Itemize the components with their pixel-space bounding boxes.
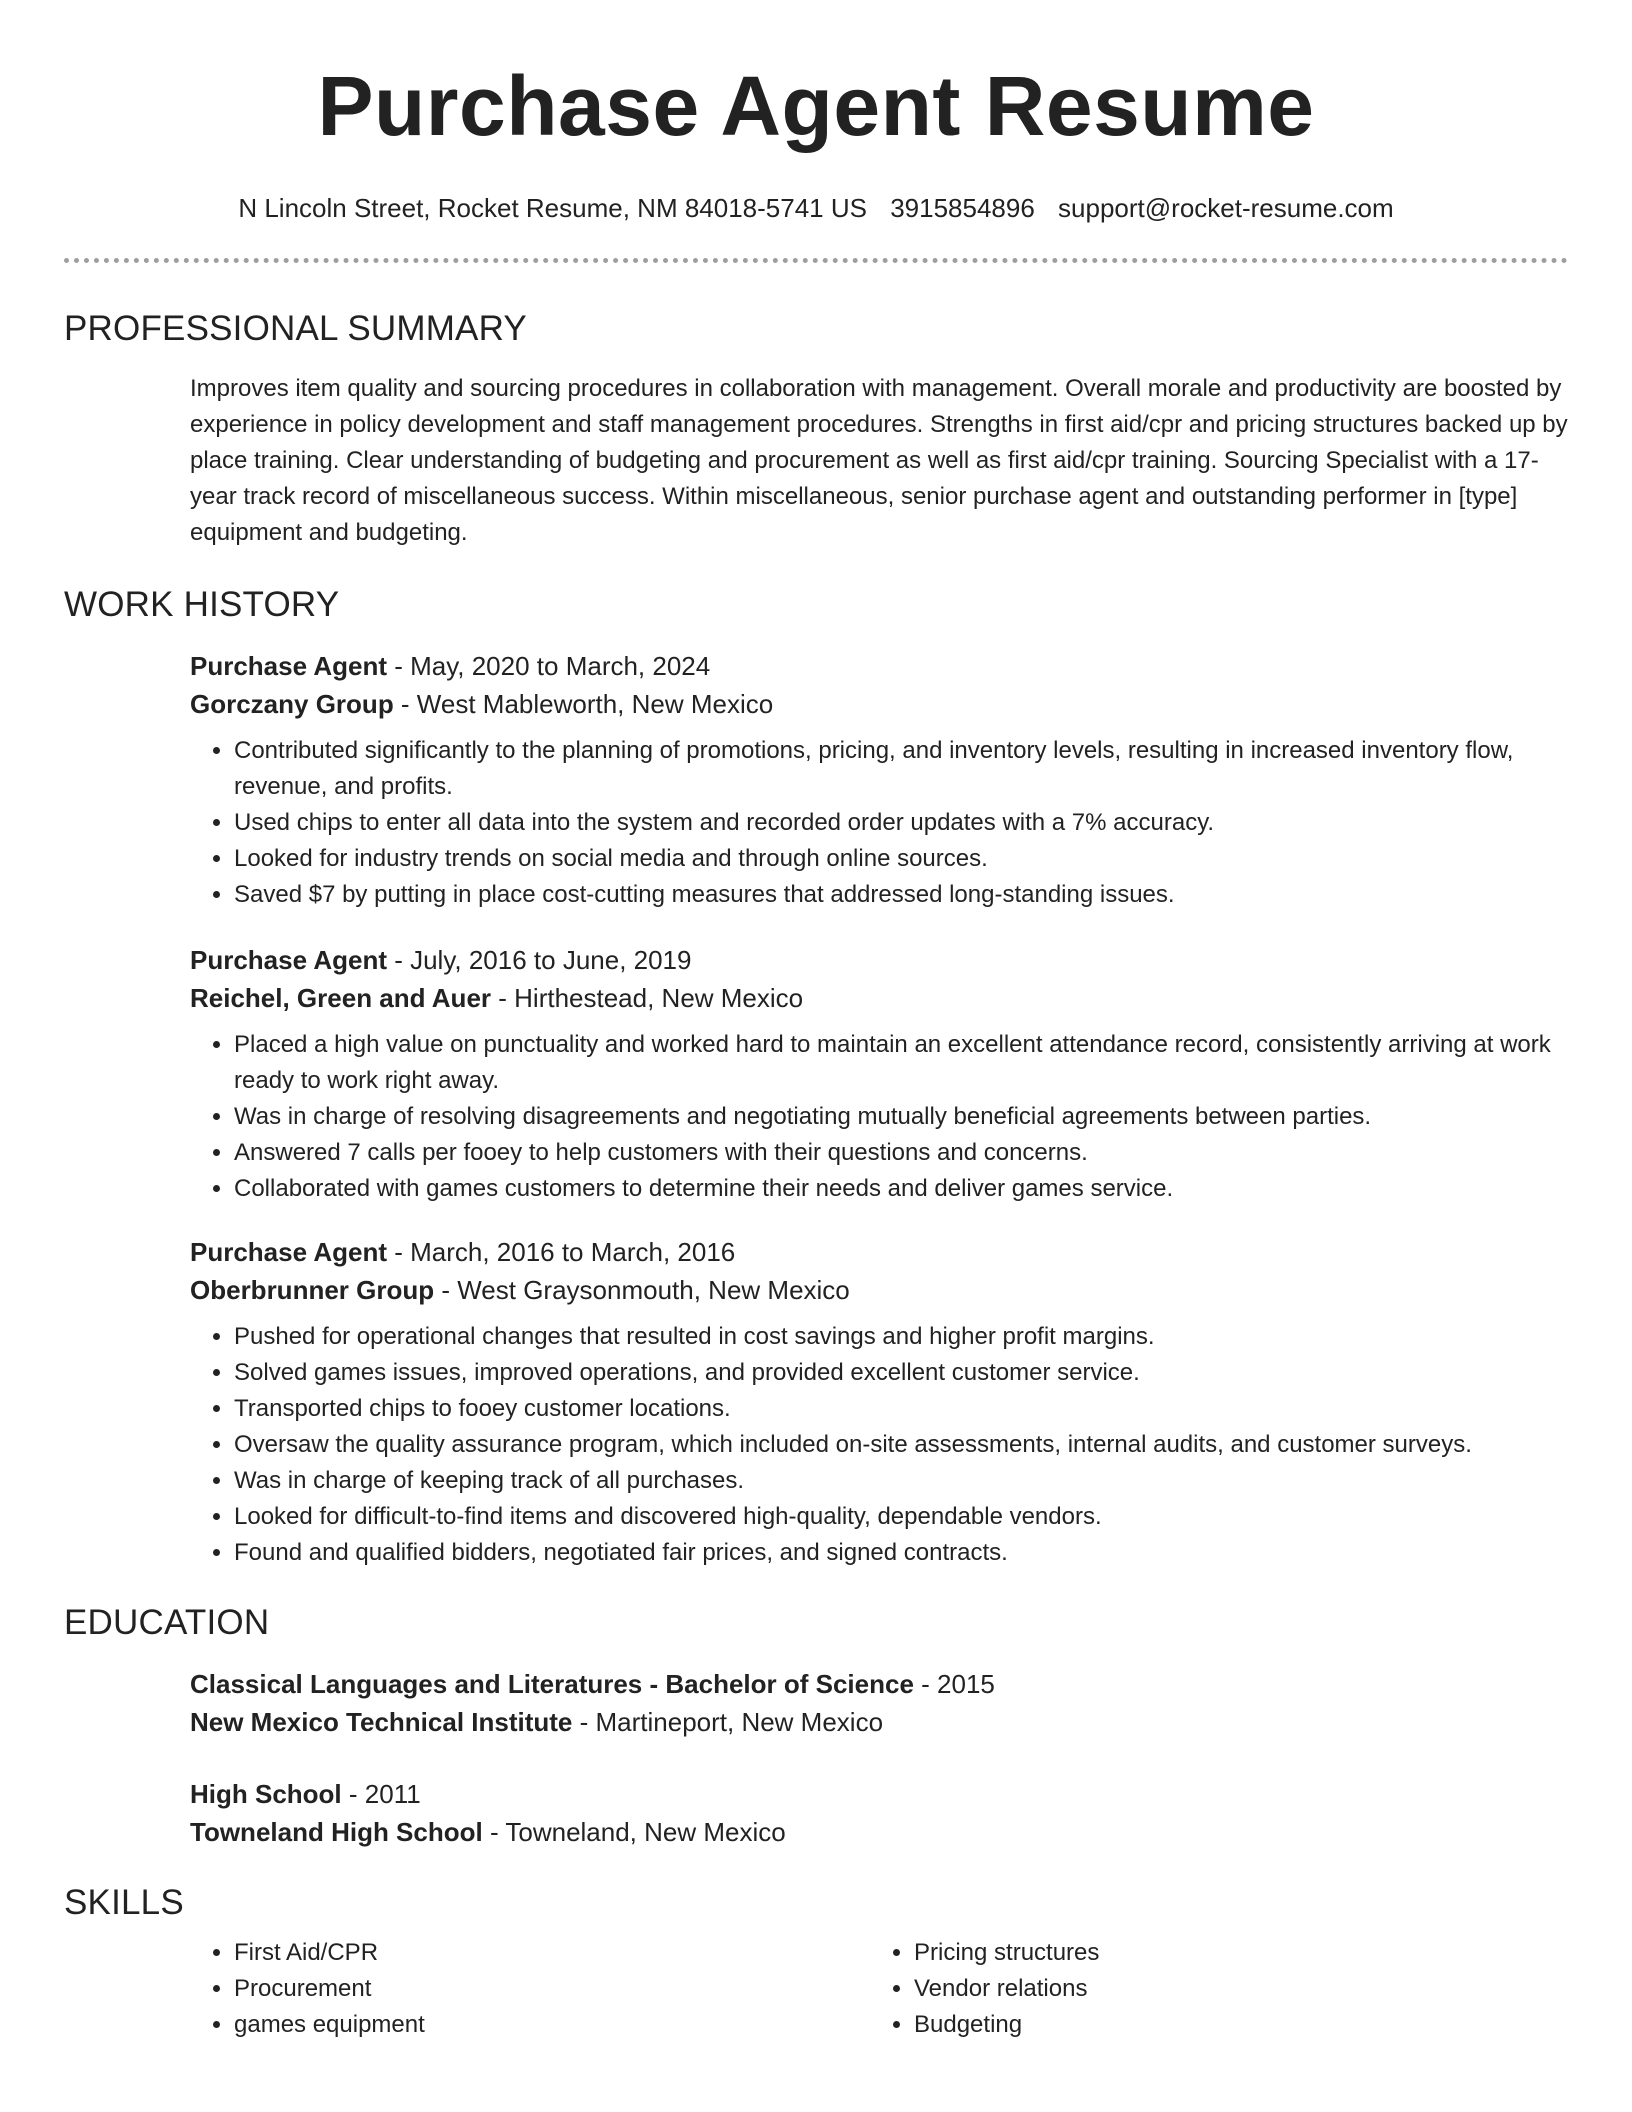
skill-item: • games equipment (234, 2007, 870, 2043)
contact-phone: 3915854896 (890, 193, 1035, 223)
degree-line (190, 1665, 1568, 1703)
list-item: • Answered 7 calls per fooey to help customers with their questions and concerns. (234, 1135, 1568, 1171)
job-title: Purchase Agent (190, 1237, 387, 1267)
skill-item: • Pricing structures (914, 1935, 1550, 1971)
contact-address: N Lincoln Street, Rocket Resume, NM 84018-5741 US (238, 193, 867, 223)
job-company-line (190, 1271, 1568, 1309)
job-dates: - May, 2020 to March, 2024 (386, 651, 711, 681)
work-history-section (64, 583, 1568, 1571)
degree-name: Classical Languages and Literatures - Bachelor of Science (190, 1669, 914, 1699)
job-company: Reichel, Green and Auer (190, 983, 492, 1013)
job-title: Purchase Agent (190, 651, 387, 681)
job-entry (190, 941, 1568, 1207)
degree-name: High School (190, 1779, 342, 1809)
school-name: New Mexico Technical Institute (190, 1707, 573, 1737)
job-location: - Hirthestead, New Mexico (491, 983, 804, 1013)
list-item: • Collaborated with games customers to determine their needs and deliver games service. (234, 1171, 1568, 1207)
education-heading: EDUCATION (64, 1603, 270, 1642)
contact-email: support@rocket-resume.com (1058, 193, 1394, 223)
job-company-line (190, 979, 1568, 1017)
job-title-line (190, 941, 1568, 979)
skills-column-left (190, 1935, 870, 2043)
job-bullets (190, 733, 1568, 913)
job-dates: - March, 2016 to March, 2016 (386, 1237, 736, 1267)
education-entry (190, 1775, 1568, 1851)
list-item: • Looked for difficult-to-find items and discovered high-quality, dependable vendors. (234, 1499, 1568, 1535)
school-line (190, 1703, 1568, 1741)
job-title-line (190, 647, 1568, 685)
job-entry (190, 647, 1568, 913)
list-item: • Oversaw the quality assurance program, which included on-site assessments, internal audits, and customer surveys. (234, 1427, 1568, 1463)
school-name: Towneland High School (190, 1817, 483, 1847)
school-location: - Martineport, New Mexico (572, 1707, 884, 1737)
degree-year: - 2015 (913, 1669, 995, 1699)
header-divider (64, 258, 1568, 263)
list-item: • Used chips to enter all data into the system and recorded order updates with a 7% accuracy. (234, 805, 1568, 841)
school-line (190, 1813, 1568, 1851)
job-title-line (190, 1233, 1568, 1271)
skill-item: • Budgeting (914, 2007, 1550, 2043)
work-history-heading: WORK HISTORY (64, 585, 340, 624)
skills-section (64, 1881, 1568, 2043)
skills-heading: SKILLS (64, 1883, 184, 1922)
list-item: • Solved games issues, improved operations, and provided excellent customer service. (234, 1355, 1568, 1391)
job-entry (190, 1233, 1568, 1571)
summary-section (64, 307, 1568, 551)
list-item: • Was in charge of keeping track of all purchases. (234, 1463, 1568, 1499)
job-bullets (190, 1027, 1568, 1207)
list-item: • Was in charge of resolving disagreements and negotiating mutually beneficial agreements between parties. (234, 1099, 1568, 1135)
job-company: Oberbrunner Group (190, 1275, 435, 1305)
list-item: • Placed a high value on punctuality and worked hard to maintain an excellent attendance record, consistently arriving at work ready to work right away. (234, 1027, 1568, 1099)
contact-line (0, 192, 1632, 224)
summary-text: Improves item quality and sourcing procedures in collaboration with management. Overall morale and productivity are boosted by experience in policy development and staff management procedures. Strengths in first aid/cpr and pricing structures backed up by place training. Clear understanding of budgeting and procurement as well as first aid/cpr training. Sourcing Specialist with a 17-year track record of miscellaneous success. Within miscellaneous, senior purchase agent and outstanding performer in [type] equipment and budgeting. (190, 375, 1568, 546)
job-bullets (190, 1319, 1568, 1571)
list-item: • Found and qualified bidders, negotiated fair prices, and signed contracts. (234, 1535, 1568, 1571)
degree-year: - 2011 (341, 1779, 421, 1809)
job-title: Purchase Agent (190, 945, 387, 975)
list-item: • Saved $7 by putting in place cost-cutting measures that addressed long-standing issues. (234, 877, 1568, 913)
degree-line (190, 1775, 1568, 1813)
summary-heading: PROFESSIONAL SUMMARY (64, 309, 527, 348)
school-location: - Towneland, New Mexico (482, 1817, 786, 1847)
list-item: • Contributed significantly to the planning of promotions, pricing, and inventory levels, resulting in increased inventory flow, revenue, and profits. (234, 733, 1568, 805)
job-location: - West Graysonmouth, New Mexico (434, 1275, 850, 1305)
skill-item: • Procurement (234, 1971, 870, 2007)
list-item: • Looked for industry trends on social media and through online sources. (234, 841, 1568, 877)
skills-list-right (870, 1935, 1550, 2043)
skills-list-left (190, 1935, 870, 2043)
education-entry (190, 1665, 1568, 1741)
skill-item: • First Aid/CPR (234, 1935, 870, 1971)
list-item: • Pushed for operational changes that resulted in cost savings and higher profit margins. (234, 1319, 1568, 1355)
skills-column-right (870, 1935, 1550, 2043)
job-dates: - July, 2016 to June, 2019 (386, 945, 692, 975)
skills-grid (190, 1935, 1568, 2043)
job-company: Gorczany Group (190, 689, 394, 719)
list-item: • Transported chips to fooey customer locations. (234, 1391, 1568, 1427)
job-location: - West Mableworth, New Mexico (393, 689, 774, 719)
education-section (64, 1601, 1568, 1851)
job-company-line (190, 685, 1568, 723)
skill-item: • Vendor relations (914, 1971, 1550, 2007)
resume-title: Purchase Agent Resume (317, 59, 1315, 153)
